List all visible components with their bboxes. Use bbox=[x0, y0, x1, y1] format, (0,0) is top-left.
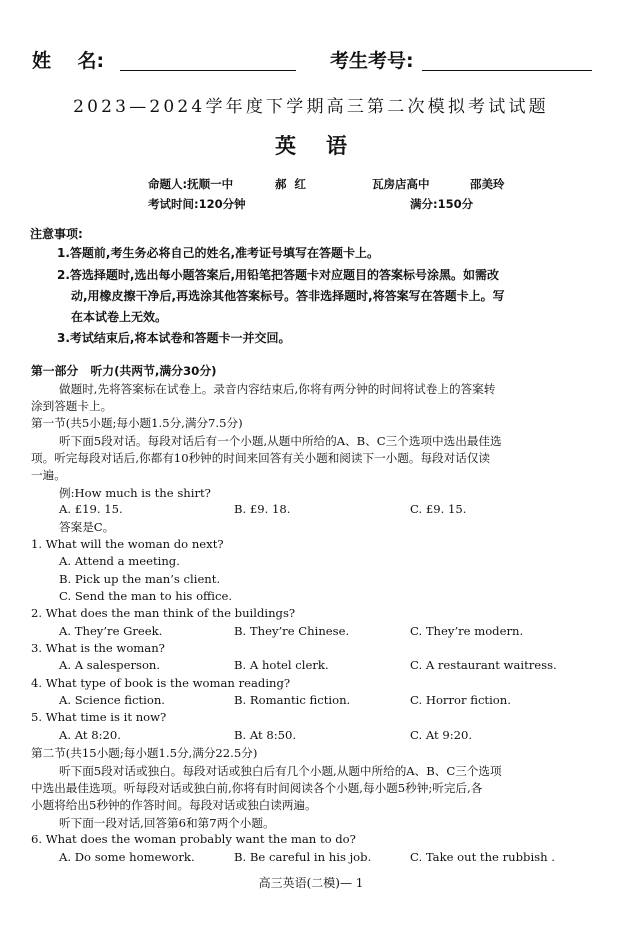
question-option: A. A salesperson. bbox=[59, 658, 161, 672]
author-2: 邵美玲 bbox=[470, 177, 505, 191]
question-option: C. A restaurant waitress. bbox=[410, 658, 557, 672]
student-id-row bbox=[32, 46, 592, 72]
question-option: A. Do some homework. bbox=[59, 850, 195, 864]
section1-heading: 第一节(共5小题;每小题1.5分,满分7.5分) bbox=[31, 416, 243, 430]
full-score: 满分:150分 bbox=[410, 197, 474, 211]
subject-title: 英语 bbox=[275, 134, 377, 158]
question-stem: 1. What will the woman do next? bbox=[31, 537, 224, 551]
author-1: 郝 红 bbox=[275, 177, 307, 191]
question-stem: 3. What is the woman? bbox=[31, 641, 165, 655]
section2-directions: 小题将给出5秒钟的作答时间。每段对话或独白读两遍。 bbox=[31, 798, 317, 812]
question-option: C. They’re modern. bbox=[410, 624, 524, 638]
question-stem: 6. What does the woman probably want the man to do? bbox=[31, 832, 356, 846]
section2-heading: 第二节(共15小题;每小题1.5分,满分22.5分) bbox=[31, 746, 258, 760]
question-option: C. Take out the rubbish . bbox=[410, 850, 555, 864]
school-2: 瓦房店高中 bbox=[372, 177, 430, 191]
page-footer: 高三英语(二模)— 1 bbox=[258, 876, 364, 890]
example-option: A. £19. 15. bbox=[59, 502, 123, 516]
note-item: 2.答选择题时,选出每小题答案后,用铅笔把答题卡对应题目的答案标号涂黑。如需改 bbox=[57, 268, 500, 282]
question-stem: 5. What time is it now? bbox=[31, 710, 167, 724]
question-option: B. Romantic fiction. bbox=[234, 693, 351, 707]
question-option: B. At 8:50. bbox=[234, 728, 297, 742]
note-item: 1.答题前,考生务必将自己的姓名,准考证号填写在答题卡上。 bbox=[57, 246, 380, 260]
question-option: C. Horror fiction. bbox=[410, 693, 511, 707]
author-label: 命题人:抚顺一中 bbox=[148, 177, 234, 191]
note-item-continued: 动,用橡皮擦干净后,再选涂其他答案标号。答非选择题时,将答案写在答题卡上。写 bbox=[71, 289, 505, 303]
part1-intro-line: 涂到答题卡上。 bbox=[31, 399, 113, 413]
question-option: C. At 9:20. bbox=[410, 728, 473, 742]
section1-directions: 一遍。 bbox=[31, 468, 66, 482]
example-question: 例:How much is the shirt? bbox=[59, 486, 211, 500]
question-option: A. Attend a meeting. bbox=[59, 554, 180, 568]
question-option: C. Send the man to his office. bbox=[59, 589, 233, 603]
part1-intro-line: 做题时,先将答案标在试卷上。录音内容结束后,你将有两分钟的时间将试卷上的答案转 bbox=[59, 382, 496, 396]
question-option: B. A hotel clerk. bbox=[234, 658, 329, 672]
exam-time: 考试时间:120分钟 bbox=[148, 197, 246, 211]
notes-heading: 注意事项: bbox=[30, 227, 83, 241]
question-option: B. They’re Chinese. bbox=[234, 624, 350, 638]
example-option: C. £9. 15. bbox=[410, 502, 467, 516]
question-option: A. Science fiction. bbox=[59, 693, 165, 707]
section2-directions: 听下面一段对话,回答第6和第7两个小题。 bbox=[59, 816, 275, 830]
question-option: A. At 8:20. bbox=[59, 728, 121, 742]
name-label: 姓 名: bbox=[32, 50, 105, 72]
section2-directions: 听下面5段对话或独白。每段对话或独白后有几个小题,从题中所给的A、B、C三个选项 bbox=[59, 764, 502, 778]
section1-directions: 听下面5段对话。每段对话后有一个小题,从题中所给的A、B、C三个选项中选出最佳选 bbox=[59, 434, 502, 448]
question-option: B. Pick up the man’s client. bbox=[59, 572, 221, 586]
question-option: B. Be careful in his job. bbox=[234, 850, 372, 864]
example-answer: 答案是C。 bbox=[59, 520, 115, 534]
question-stem: 2. What does the man think of the buildings? bbox=[31, 606, 296, 620]
section2-directions: 中选出最佳选项。听每段对话或独白前,你将有时间阅读各个小题,每小题5秒钟;听完后,各 bbox=[31, 781, 483, 795]
question-stem: 4. What type of book is the woman reading? bbox=[31, 676, 291, 690]
question-option: A. They’re Greek. bbox=[59, 624, 163, 638]
exam-number-label: 考生考号: bbox=[330, 50, 414, 72]
name-underline bbox=[120, 70, 296, 71]
example-option: B. £9. 18. bbox=[234, 502, 291, 516]
part1-heading: 第一部分 听力(共两节,满分30分) bbox=[31, 364, 217, 378]
exam-title: 2023—2024学年度下学期高三第二次模拟考试试题 bbox=[73, 97, 549, 117]
note-item: 3.考试结束后,将本试卷和答题卡一并交回。 bbox=[57, 331, 291, 345]
section1-directions: 项。听完每段对话后,你都有10秒钟的时间来回答有关小题和阅读下一小题。每段对话仅读 bbox=[31, 451, 491, 465]
exam-number-underline bbox=[422, 70, 592, 71]
note-item-continued: 在本试卷上无效。 bbox=[71, 310, 168, 324]
